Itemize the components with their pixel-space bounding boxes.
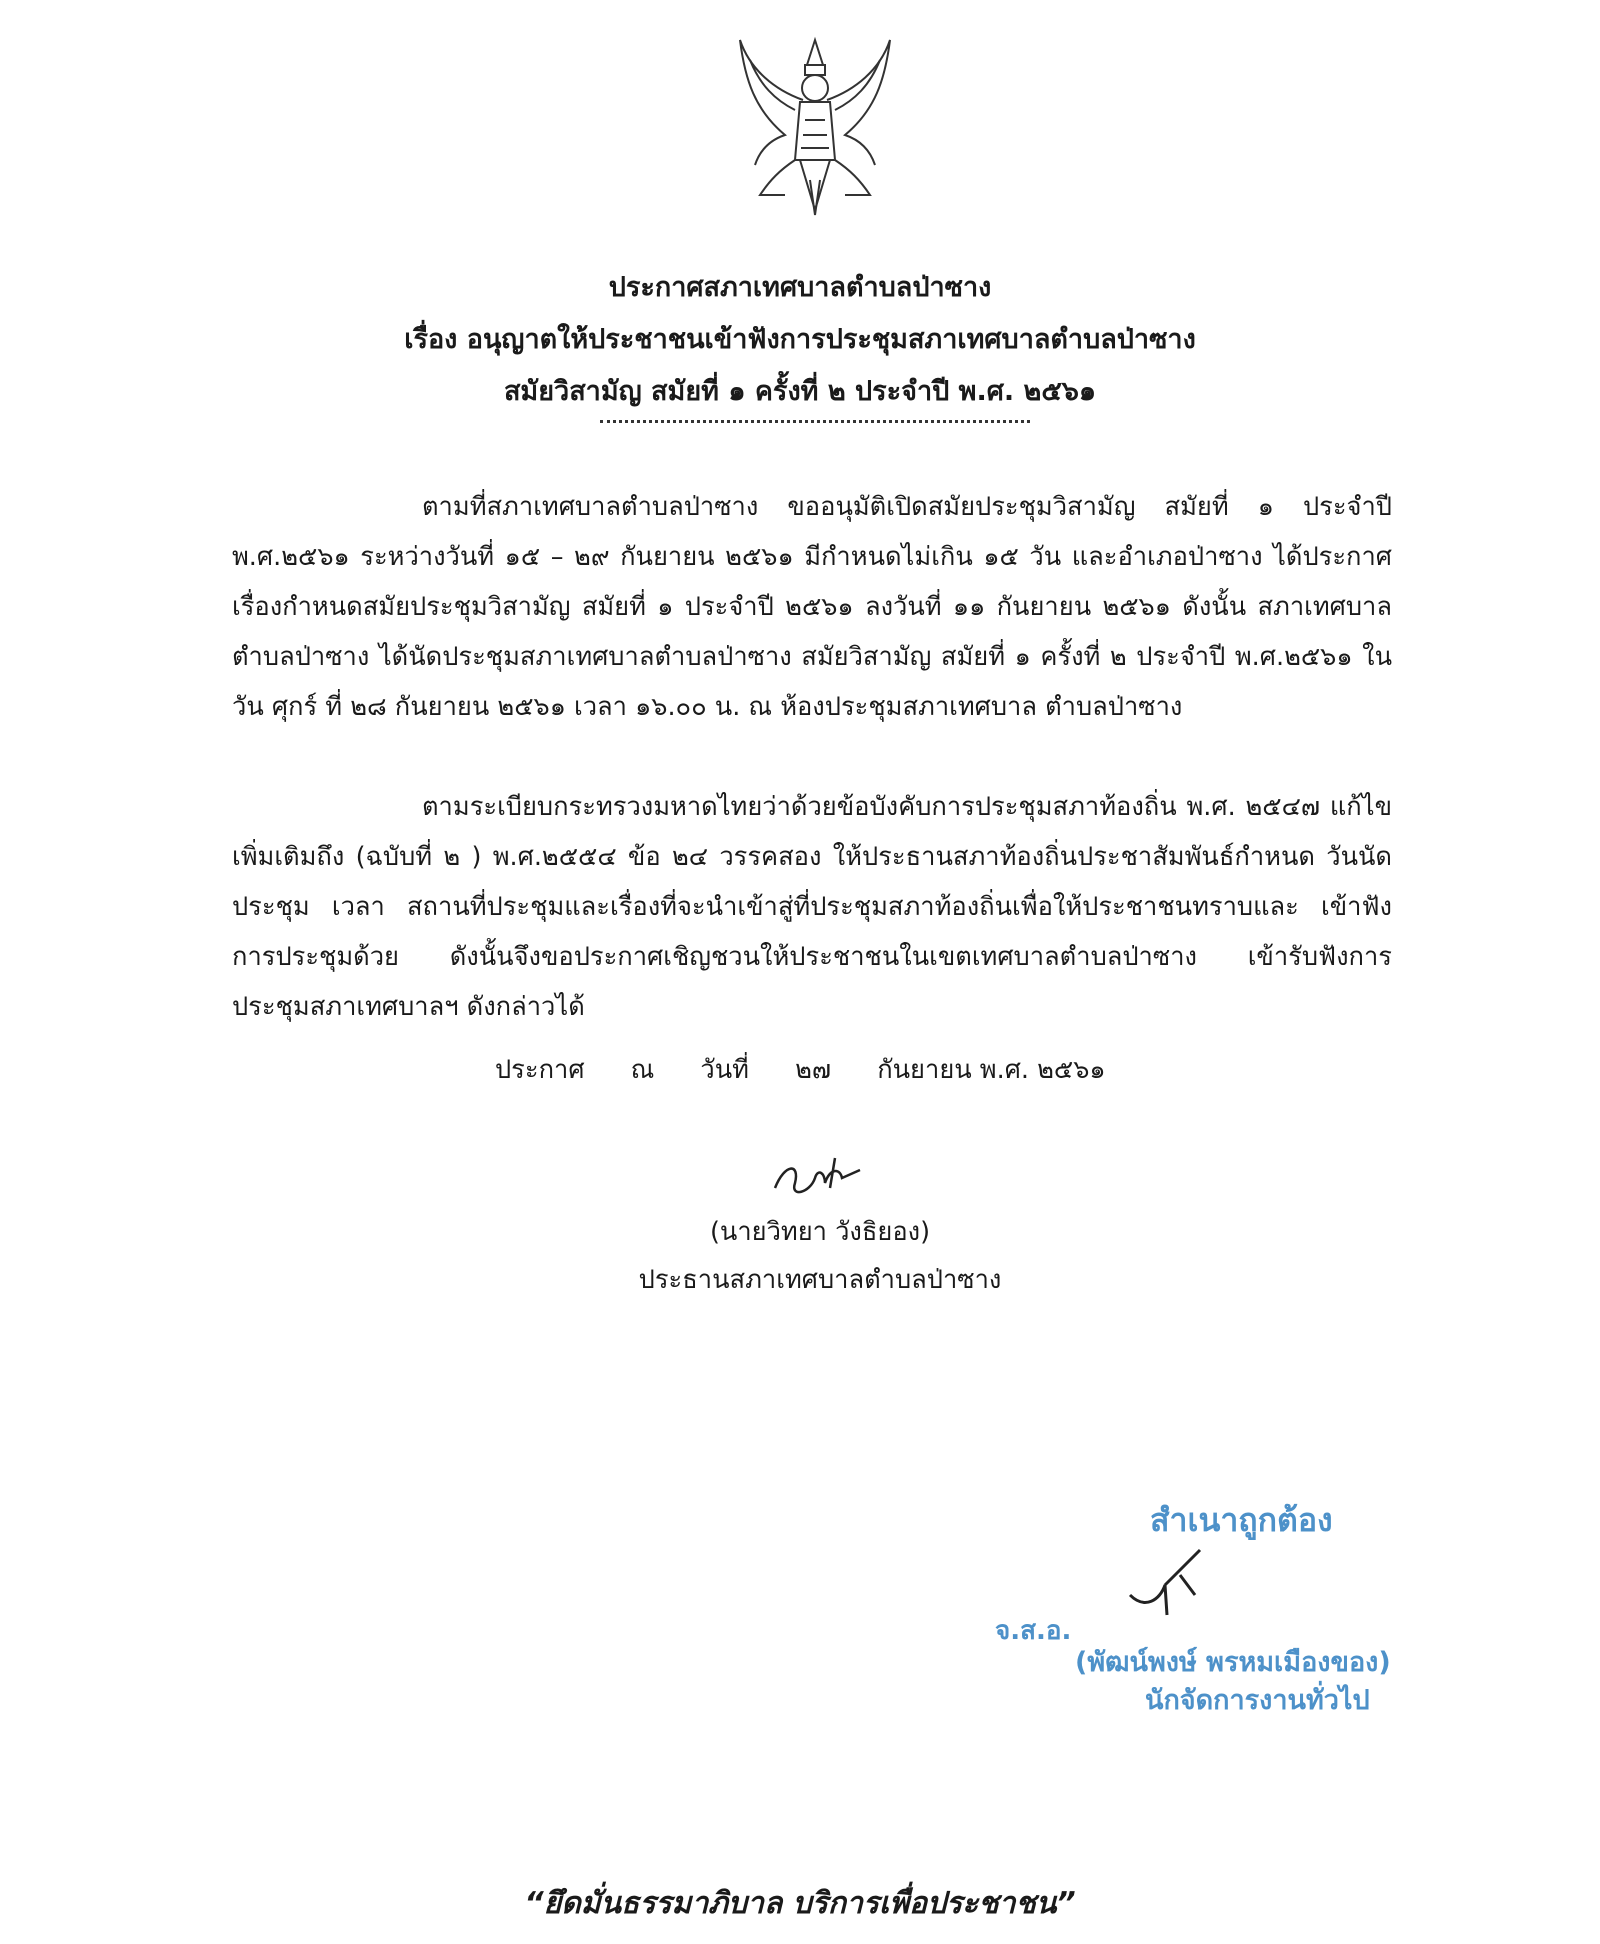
stamp-name: (พัฒน์พงษ์ พรหมเมืองของ): [1075, 1647, 1391, 1678]
announce-month-year: กันยายน พ.ศ. ๒๕๖๑: [877, 1055, 1106, 1085]
signer-name: (นายวิทยา วังธิยอง): [709, 1217, 931, 1247]
announce-date-line: [495, 1050, 1144, 1090]
stamp-initials: จ.ส.อ.: [995, 1616, 1072, 1646]
footer-motto: “ยึดมั่นธรรมาภิบาล บริการเพื่อประชาชน”: [524, 1886, 1076, 1921]
certified-copy-stamp: สำเนาถูกต้อง: [1150, 1501, 1333, 1539]
announce-label: ประกาศ: [495, 1055, 585, 1085]
garuda-emblem-icon: [715, 30, 915, 230]
announce-day-label: วันที่: [700, 1055, 749, 1085]
header-session: สมัยวิสามัญ สมัยที่ ๑ ครั้งที่ ๒ ประจำปี พ.ศ. ๒๕๖๑: [503, 376, 1097, 407]
dotted-divider: [600, 420, 1030, 423]
header-title: ประกาศสภาเทศบาลตำบลป่าซาง: [608, 272, 992, 303]
signer-position: ประธานสภาเทศบาลตำบลป่าซาง: [638, 1265, 1002, 1295]
signature-icon: [770, 1148, 870, 1208]
stamp-position: นักจัดการงานทั่วไป: [1145, 1685, 1370, 1716]
body-paragraph-1: ตามที่สภาเทศบาลตำบลป่าซาง ขออนุมัติเปิดสมัยประชุมวิสามัญ สมัยที่ ๑ ประจำปี พ.ศ.๒๕๖๑ ระหว่างวันที่ ๑๕ – ๒๙ กันยายน ๒๕๖๑ มีกำหนดไม่เกิน ๑๕ วัน และอำเภอป่าซาง ได้ประกาศ เรื่องกำหนดสมัยประชุมวิสามัญ สมัยที่ ๑ ประจำปี ๒๕๖๑ ลงวันที่ ๑๑ กันยายน ๒๕๖๑ ดังนั้น สภาเทศบาลตำบลป่าซาง ได้นัดประชุมสภาเทศบาลตำบลป่าซาง สมัยวิสามัญ สมัยที่ ๑ ครั้งที่ ๒ ประจำปี พ.ศ.๒๕๖๑ ในวัน ศุกร์ ที่ ๒๘ กันยายน ๒๕๖๑ เวลา ๑๖.๐๐ น. ณ ห้องประชุมสภาเทศบาล ตำบลป่าซาง: [232, 492, 1392, 722]
announcement-header: [0, 262, 1600, 418]
body-paragraph-2: ตามระเบียบกระทรวงมหาดไทยว่าด้วยข้อบังคับการประชุมสภาท้องถิ่น พ.ศ. ๒๕๔๗ แก้ไขเพิ่มเติมถึง (ฉบับที่ ๒ ) พ.ศ.๒๕๕๔ ข้อ ๒๔ วรรคสอง ให้ประธานสภาท้องถิ่นประชาสัมพันธ์กำหนด วันนัดประชุม เวลา สถานที่ประชุมและเรื่องที่จะนำเข้าสู่ที่ประชุมสภาท้องถิ่นเพื่อให้ประชาชนทราบและ เข้าฟังการประชุมด้วย ดังนั้นจึงขอประกาศเชิญชวนให้ประชาชนในเขตเทศบาลตำบลป่าซาง เข้ารับฟังการ ประชุมสภาเทศบาลฯ ดังกล่าวได้: [232, 792, 1392, 1022]
announce-at: ณ: [630, 1055, 655, 1085]
announce-day: ๒๗: [795, 1055, 832, 1085]
header-subject: เรื่อง อนุญาตให้ประชาชนเข้าฟังการประชุมสภาเทศบาลตำบลป่าซาง: [404, 324, 1196, 355]
stamp-signature-icon: [1125, 1540, 1235, 1620]
